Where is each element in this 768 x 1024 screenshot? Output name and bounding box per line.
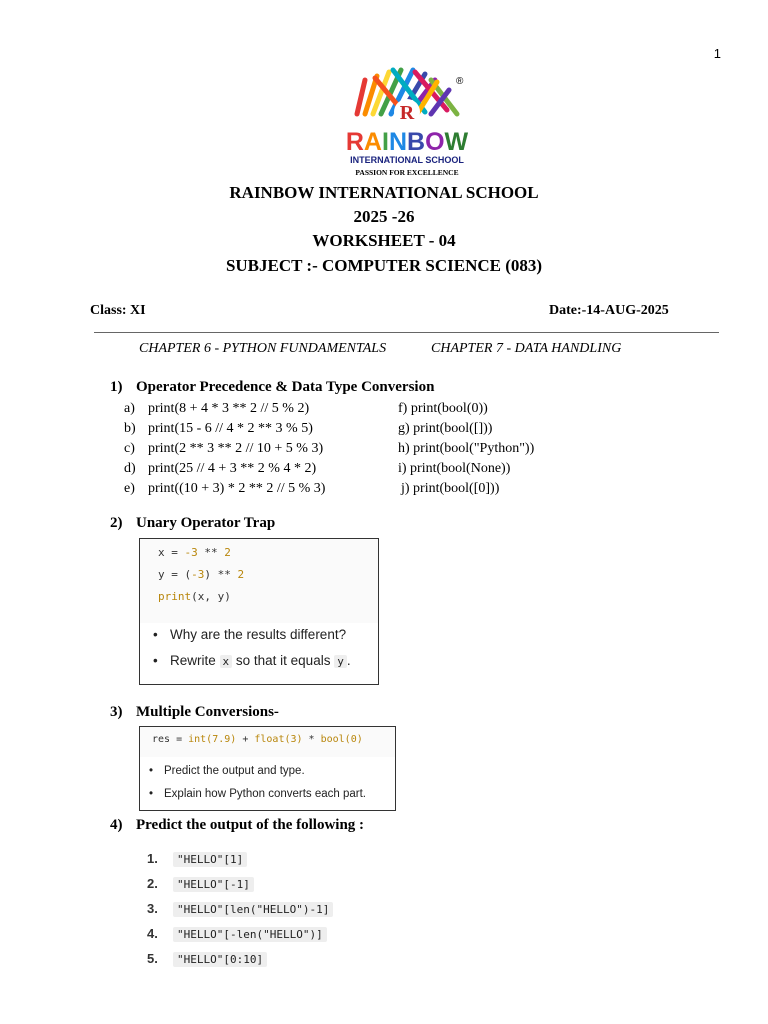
svg-text:®: ®	[456, 76, 464, 87]
svg-text:PASSION FOR EXCELLENCE: PASSION FOR EXCELLENCE	[355, 168, 459, 177]
list-item: 4. "HELLO"[-len("HELLO")]	[147, 926, 333, 951]
list-item: 1. "HELLO"[1]	[147, 851, 333, 876]
question-3-box	[139, 726, 396, 811]
worksheet-title: WORKSHEET - 04	[312, 231, 456, 250]
list-item: 3. "HELLO"[len("HELLO")-1]	[147, 901, 333, 926]
list-item: e) print((10 + 3) * 2 ** 2 // 5 % 3)	[124, 481, 326, 496]
question-2-bullets	[144, 627, 351, 668]
school-name: RAINBOW INTERNATIONAL SCHOOL	[229, 183, 539, 202]
bullet-item: • Rewrite x so that it equals y .	[144, 653, 351, 668]
list-item: c) print(2 ** 3 ** 2 // 10 + 5 % 3)	[124, 441, 324, 456]
list-item: h) print(bool("Python"))	[398, 441, 535, 456]
question-1-left-list	[124, 401, 325, 501]
list-item: g) print(bool([]))	[398, 421, 493, 436]
list-item: 2. "HELLO"[-1]	[147, 876, 333, 901]
question-4-list	[147, 851, 333, 976]
list-item: b) print(15 - 6 // 4 * 2 ** 3 % 5)	[124, 421, 313, 436]
question-2-title: 2) Unary Operator Trap	[110, 515, 276, 531]
question-3-title: 3) Multiple Conversions-	[110, 704, 279, 720]
list-item: 5. "HELLO"[0:10]	[147, 951, 333, 976]
list-item: a) print(8 + 4 * 3 ** 2 // 5 % 2)	[124, 401, 310, 416]
subject-title: SUBJECT :- COMPUTER SCIENCE (083)	[225, 256, 543, 275]
academic-year: 2025 -26	[353, 207, 415, 226]
school-logo	[335, 64, 480, 180]
code-line: print(x, y)	[158, 590, 231, 603]
bullet-item: • Explain how Python converts each part.	[140, 788, 366, 800]
question-1-title: 1) Operator Precedence & Data Type Conversion	[110, 379, 435, 395]
chapter-7-label: CHAPTER 7 - DATA HANDLING	[431, 341, 622, 356]
question-1-right-list	[398, 401, 534, 501]
date-label: Date:-14-AUG-2025	[549, 303, 669, 318]
question-2-box	[139, 538, 379, 685]
chapter-6-label: CHAPTER 6 - PYTHON FUNDAMENTALS	[139, 341, 387, 356]
divider	[94, 332, 719, 333]
code-line: y = (-3) ** 2	[158, 568, 245, 581]
svg-text:R: R	[399, 102, 415, 124]
question-4-title: 4) Predict the output of the following :	[110, 817, 365, 833]
bullet-item: • Predict the output and type.	[140, 765, 366, 788]
question-3-bullets	[140, 765, 366, 800]
list-item: i) print(bool(None))	[398, 461, 511, 476]
list-item: d) print(25 // 4 + 3 ** 2 % 4 * 2)	[124, 461, 317, 476]
page-number: 1	[713, 46, 721, 61]
class-label: Class: XI	[90, 303, 146, 318]
svg-text:RAINBOW: RAINBOW	[345, 128, 469, 156]
svg-text:INTERNATIONAL SCHOOL: INTERNATIONAL SCHOOL	[350, 155, 464, 165]
code-line: x = -3 ** 2	[158, 546, 231, 559]
bullet-item: • Why are the results different?	[144, 627, 351, 653]
code-block	[140, 727, 395, 757]
rainbow-logo-icon	[335, 64, 480, 180]
code-block	[140, 539, 378, 623]
list-item: f) print(bool(0))	[398, 401, 488, 416]
list-item: j) print(bool([0]))	[401, 481, 500, 496]
code-line: res = int(7.9) + float(3) * bool(0)	[152, 734, 363, 745]
